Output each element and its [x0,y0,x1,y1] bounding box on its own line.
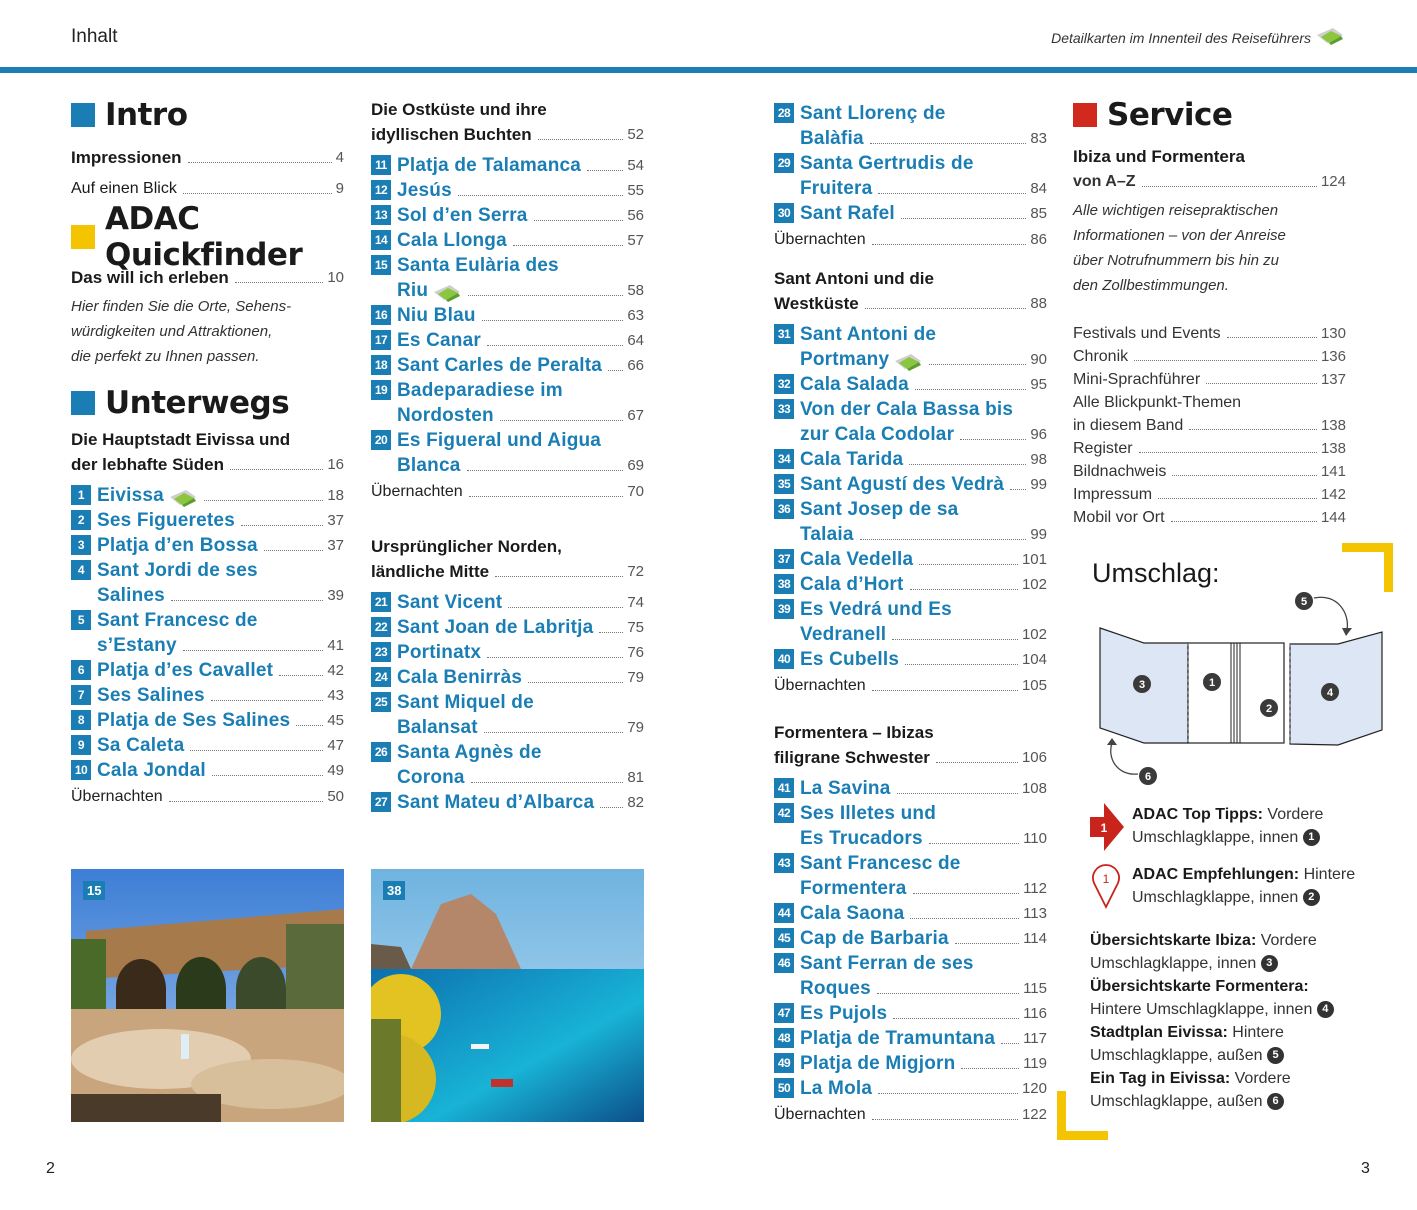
entry-number-badge: 10 [71,760,91,780]
red-arrow-icon [1090,803,1124,851]
toc-entry[interactable]: 10 Cala Jondal 49 [71,758,344,783]
region-section [774,101,1047,252]
toc-entry[interactable]: 45 Cap de Barbaria 114 [774,926,1047,951]
toc-entry-cont[interactable]: Salines 39 [97,585,344,606]
section-heading-intro: Intro [71,95,344,135]
column-2 [371,97,644,815]
toc-entry[interactable]: 30 Sant Rafel 85 [774,201,1047,226]
region-section [371,534,644,815]
toc-entry[interactable]: von A–Z 124 [1073,173,1346,190]
entry-number-badge: 45 [774,928,794,948]
region-section [371,97,644,504]
toc-entry[interactable]: 25 Sant Miquel de [371,690,644,715]
toc-entry[interactable]: Impressionen 4 [71,148,344,167]
toc-entry-cont[interactable]: s’Estany 41 [97,635,344,656]
toc-entry[interactable]: 14 Cala Llonga 57 [371,228,644,253]
entry-number-badge: 47 [774,1003,794,1023]
entry-number-badge: 34 [774,449,794,469]
toc-entry[interactable]: 50 La Mola 120 [774,1076,1047,1101]
entry-number-badge: 20 [371,430,391,450]
toc-entry[interactable]: 36 Sant Josep de sa [774,497,1047,522]
column-4 [1073,95,1346,529]
toc-entry[interactable]: 38 Cala d’Hort 102 [774,572,1047,597]
entry-number-badge: 11 [371,155,391,175]
yellow-corner-bracket [1342,543,1393,592]
entry-number-badge: 2 [71,510,91,530]
toc-entry[interactable]: 15 Santa Eulària des [371,253,644,278]
toc-entry[interactable]: 27 Sant Mateu d’Albarca 82 [371,790,644,815]
toc-entry[interactable]: Bildnachweis 141 [1073,463,1346,480]
toc-entry[interactable]: 44 Cala Saona 113 [774,901,1047,926]
region-title: Die Ostküste und ihre [371,100,547,119]
section-marker-icon [71,225,95,249]
toc-entry[interactable]: 41 La Savina 108 [774,776,1047,801]
entry-number-badge: 9 [71,735,91,755]
svg-text:6: 6 [1144,771,1152,783]
entry-number-badge: 14 [371,230,391,250]
toc-entry-overnight[interactable]: Übernachten 105 [774,677,1047,694]
svg-text:1: 1 [1208,677,1216,689]
photo-number-badge: 15 [83,881,105,900]
toc-entry[interactable]: 19 Badeparadiese im [371,378,644,403]
toc-entry-cont[interactable]: Talaia 99 [800,524,1047,545]
map-icon [893,352,923,372]
toc-entry[interactable]: 24 Cala Benirràs 79 [371,665,644,690]
map-icon [1315,26,1345,46]
entry-number-badge: 8 [71,710,91,730]
toc-entry[interactable]: 13 Sol d’en Serra 56 [371,203,644,228]
entry-number-badge: 36 [774,499,794,519]
entry-number-badge: 33 [774,399,794,419]
toc-entry-overnight[interactable]: Übernachten 50 [71,788,344,805]
entry-number-badge: 48 [774,1028,794,1048]
toc-entry[interactable]: 18 Sant Carles de Peralta 66 [371,353,644,378]
svg-text:2: 2 [1265,703,1273,715]
entry-number-badge: 38 [774,574,794,594]
toc-entry[interactable]: Register 138 [1073,440,1346,457]
cover-heading: Umschlag: [1092,558,1220,588]
entry-number-badge: 44 [774,903,794,923]
toc-entry-cont[interactable]: Balàfia 83 [800,128,1047,149]
toc-entry[interactable]: 21 Sant Vicent 74 [371,590,644,615]
toc-entry[interactable]: Festivals und Events 130 [1073,325,1346,342]
toc-entry-cont[interactable]: Riu 58 [397,280,644,301]
toc-entry[interactable]: 28 Sant Llorenç de [774,101,1047,126]
entry-number-badge: 46 [774,953,794,973]
entry-number-badge: 21 [371,592,391,612]
toc-entry[interactable]: Mobil vor Ort 144 [1073,509,1346,526]
section-marker-icon [71,391,95,415]
toc-entry[interactable]: 39 Es Vedrá und Es [774,597,1047,622]
entry-number-badge: 29 [774,153,794,173]
entry-number-badge: 19 [371,380,391,400]
service-description: Alle wichtigen reisepraktischen Informationen – von der Anreise über Notrufnummern bis hin zu den Zollbestimmungen. [1073,202,1286,294]
toc-entry[interactable]: 8 Platja de Ses Salines 45 [71,708,344,733]
cover-legend [1090,803,1380,1113]
photo-bridge [71,869,344,1122]
svg-text:3: 3 [1138,679,1146,691]
toc-entry[interactable]: 43 Sant Francesc de [774,851,1047,876]
toc-entry[interactable]: 33 Von der Cala Bassa bis [774,397,1047,422]
entry-number-badge: 30 [774,203,794,223]
column-1 [71,95,344,809]
entry-number-badge: 25 [371,692,391,712]
toc-entry-cont[interactable]: zur Cala Codolar 96 [800,424,1047,445]
quickfinder-description: Hier finden Sie die Orte, Sehens- würdigkeiten und Attraktionen, die perfekt zu Ihnen passen. [71,298,292,365]
toc-entry[interactable]: Chronik 136 [1073,348,1346,365]
legend-maps: Übersichtskarte Ibiza: Vordere Umschlagklappe, innen 3 Übersichtskarte Formentera: Hintere Umschlagklappe, innen 4 Stadtplan Eivissa: Hintere Umschlagklappe, außen 5 Ein Tag in Eivissa: Vordere Umschlagklappe, außen 6 [1090,929,1380,1113]
region-section [774,266,1047,698]
entry-number-badge: 39 [774,599,794,619]
region-title: Die Hauptstadt Eivissa und [71,430,291,449]
toc-entry[interactable]: 9 Sa Caleta 47 [71,733,344,758]
toc-entry[interactable]: 31 Sant Antoni de [774,322,1047,347]
toc-entry-cont[interactable]: Blanca 69 [397,455,644,476]
column-3 [774,101,1047,1127]
toc-entry[interactable]: 17 Es Canar 64 [371,328,644,353]
toc-entry[interactable]: 2 Ses Figueretes 37 [71,508,344,533]
entry-number-badge: 12 [371,180,391,200]
toc-entry[interactable]: ländliche Mitte 72 [371,562,644,581]
legend-top-tipps: 1 ADAC Top Tipps: Vordere Umschlagklappe, innen 1 [1090,803,1380,851]
toc-entry-overnight[interactable]: Übernachten 86 [774,231,1047,248]
entry-number-badge: 4 [71,560,91,580]
entry-number-badge: 31 [774,324,794,344]
toc-entry[interactable]: 47 Es Pujols 116 [774,1001,1047,1026]
toc-entry-cont[interactable]: Portmany 90 [800,349,1047,370]
ref-badge: 1 [1303,829,1320,846]
toc-entry[interactable]: idyllischen Buchten 52 [371,125,644,144]
entry-number-badge: 15 [371,255,391,275]
toc-entry-cont[interactable]: Fruitera 84 [800,178,1047,199]
region-title: Formentera – Ibizas [774,723,934,742]
entry-number-badge: 17 [371,330,391,350]
entry-number-badge: 42 [774,803,794,823]
entry-number-badge: 6 [71,660,91,680]
entry-number-badge: 43 [774,853,794,873]
toc-entry[interactable]: 37 Cala Vedella 101 [774,547,1047,572]
toc-entry-cont[interactable]: Corona 81 [397,767,644,788]
toc-entry[interactable]: Mini-Sprachführer 137 [1073,371,1346,388]
cover-diagram [1092,588,1392,793]
toc-entry[interactable]: 1 Eivissa 18 [71,483,344,508]
section-heading-service: Service [1073,95,1346,135]
section-heading-quickfinder: ADAC Quickfinder [71,217,344,257]
photo-number-badge: 38 [383,881,405,900]
entry-number-badge: 22 [371,617,391,637]
entry-number-badge: 3 [71,535,91,555]
toc-entry[interactable]: 12 Jesús 55 [371,178,644,203]
region-section [71,427,344,809]
toc-entry[interactable]: 46 Sant Ferran de ses [774,951,1047,976]
map-icon [432,283,462,303]
photo-es-vedra [371,869,644,1122]
map-legend-note: Detailkarten im Innenteil des Reiseführers [1051,30,1311,46]
toc-entry[interactable]: 7 Ses Salines 43 [71,683,344,708]
entry-number-badge: 50 [774,1078,794,1098]
entry-number-badge: 24 [371,667,391,687]
entry-number-badge: 23 [371,642,391,662]
toc-entry-line: Alle Blickpunkt-Themen [1073,394,1242,411]
top-divider-bar [0,67,1417,73]
toc-entry[interactable]: 29 Santa Gertrudis de [774,151,1047,176]
toc-entry-cont[interactable]: Es Trucadors 110 [800,828,1047,849]
toc-entry-cont[interactable]: Vedranell 102 [800,624,1047,645]
svg-text:1: 1 [1100,821,1108,835]
toc-entry[interactable]: 48 Platja de Tramuntana 117 [774,1026,1047,1051]
entry-number-badge: 16 [371,305,391,325]
section-marker-icon [71,103,95,127]
toc-entry[interactable]: 40 Es Cubells 104 [774,647,1047,672]
entry-number-badge: 49 [774,1053,794,1073]
entry-number-badge: 18 [371,355,391,375]
toc-entry-cont[interactable]: Nordosten 67 [397,405,644,426]
service-list [1073,322,1346,529]
toc-entry[interactable]: der lebhafte Süden 16 [71,455,344,474]
section-heading-unterwegs: Unterwegs [71,383,344,423]
toc-entry-cont[interactable]: Formentera 112 [800,878,1047,899]
toc-entry[interactable]: 49 Platja de Migjorn 119 [774,1051,1047,1076]
entry-number-badge: 32 [774,374,794,394]
toc-entry[interactable]: 34 Cala Tarida 98 [774,447,1047,472]
toc-entry[interactable]: Auf einen Blick 9 [71,180,344,197]
entry-number-badge: 5 [71,610,91,630]
entry-number-badge: 37 [774,549,794,569]
page-header-title: Inhalt [71,26,118,47]
toc-entry-overnight[interactable]: Übernachten 70 [371,483,644,500]
toc-entry[interactable]: 5 Sant Francesc de [71,608,344,633]
toc-entry[interactable]: 6 Platja d’es Cavallet 42 [71,658,344,683]
page-number-left: 2 [46,1160,55,1177]
legend-empfehlungen: 1 ADAC Empfehlungen: Hintere Umschlagklappe, innen 2 [1090,863,1380,911]
entry-number-badge: 35 [774,474,794,494]
toc-entry[interactable]: Impressum 142 [1073,486,1346,503]
ref-badge: 2 [1303,889,1320,906]
toc-entry[interactable]: 4 Sant Jordi de ses [71,558,344,583]
region-title: Sant Antoni und die [774,269,934,288]
toc-entry[interactable]: 11 Platja de Talamanca 54 [371,153,644,178]
toc-heading: Ibiza und Formentera [1073,147,1245,166]
region-title: Ursprünglicher Norden, [371,537,562,556]
toc-entry[interactable]: in diesem Band 138 [1073,417,1346,434]
region-section [774,720,1047,1127]
map-icon [168,488,198,508]
toc-entry[interactable]: 42 Ses Illetes und [774,801,1047,826]
entry-number-badge: 13 [371,205,391,225]
toc-entry[interactable]: 35 Sant Agustí des Vedrà 99 [774,472,1047,497]
toc-entry[interactable]: Westküste 88 [774,294,1047,313]
svg-text:5: 5 [1300,596,1308,608]
entry-number-badge: 27 [371,792,391,812]
section-marker-icon [1073,103,1097,127]
toc-entry-overnight[interactable]: Übernachten 122 [774,1106,1047,1123]
entry-number-badge: 26 [371,742,391,762]
entry-number-badge: 1 [71,485,91,505]
page-number-right: 3 [1361,1160,1370,1177]
toc-entry[interactable]: 32 Cala Salada 95 [774,372,1047,397]
entry-number-badge: 28 [774,103,794,123]
yellow-corner-bracket [1057,1091,1108,1140]
toc-entry[interactable]: 23 Portinatx 76 [371,640,644,665]
entry-number-badge: 41 [774,778,794,798]
toc-entry[interactable]: 3 Platja d’en Bossa 37 [71,533,344,558]
entry-number-badge: 7 [71,685,91,705]
svg-text:4: 4 [1326,687,1334,699]
toc-entry[interactable]: 26 Santa Agnès de [371,740,644,765]
toc-entry-cont[interactable]: Roques 115 [800,978,1047,999]
toc-entry[interactable]: filigrane Schwester 106 [774,748,1047,767]
toc-entry[interactable]: Das will ich erleben 10 [71,268,344,287]
toc-entry-cont[interactable]: Balansat 79 [397,717,644,738]
location-pin-icon [1090,863,1124,911]
svg-text:1: 1 [1102,872,1110,886]
toc-entry[interactable]: 22 Sant Joan de Labritja 75 [371,615,644,640]
toc-entry[interactable]: 16 Niu Blau 63 [371,303,644,328]
toc-entry[interactable]: 20 Es Figueral und Aigua [371,428,644,453]
entry-number-badge: 40 [774,649,794,669]
